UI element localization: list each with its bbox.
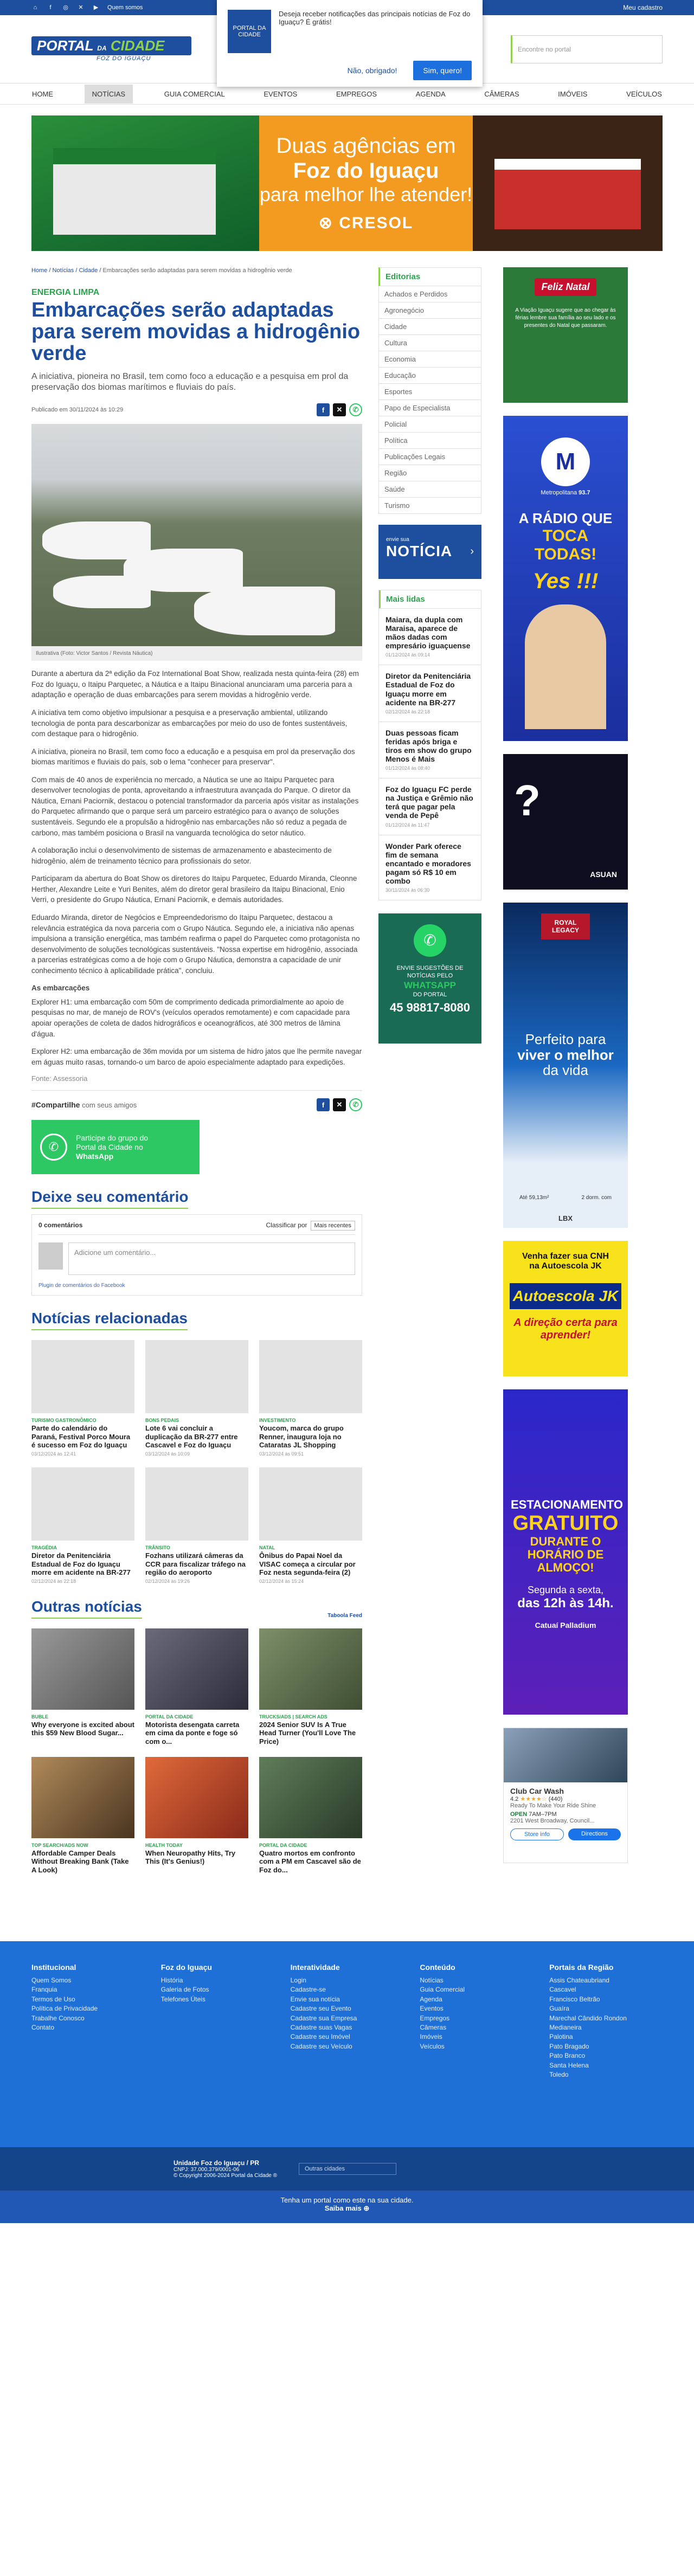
quem-somos-link[interactable]: Quem somos <box>107 4 143 11</box>
nav-agenda[interactable]: AGENDA <box>415 89 446 98</box>
related-card[interactable]: INVESTIMENTO Youcom, marca do grupo Renner, inaugura loja no Cataratas JL Shopping 03/12/2024 às 09:51 <box>259 1340 362 1457</box>
nav-veiculos[interactable]: VEÍCULOS <box>626 89 662 98</box>
related-card[interactable]: TRAGÉDIA Diretor da Penitenciária Estadual de Foz do Iguaçu morre em acidente na BR-277 02/12/2024 às 22:18 <box>31 1467 134 1584</box>
editoria-item[interactable]: Policial <box>378 416 481 433</box>
article-photo <box>31 424 362 646</box>
photo-caption: Ilustrativa (Foto: Victor Santos / Revista Náutica) <box>31 646 362 661</box>
whatsapp-phone: 45 98817-8080 <box>389 1000 471 1014</box>
share-row: #Compartilhe com seus amigos f ✕ ✆ <box>31 1098 362 1111</box>
meu-cadastro-link[interactable]: Meu cadastro <box>623 4 663 11</box>
article-body: Durante a abertura da 2ª edição da Foz International Boat Show, realizada nesta quinta-feira (28) em Foz do Iguaçu, o Itaipu Parquetec, a Náutica e a Itaipu Binacional anunciaram uma parceria para a adaptação e operação de duas embarcações para serem movidas a hidrogênio verde. A iniciativa tem como objetivo impulsionar a pesquisa e a preservação ambiental, utilizando tecnologia de ponta para descarbonizar as embarcações por meio do uso de fontes sustentáveis, com destaque para o hidrogênio. A iniciativa, pioneira no Brasil, tem como foco a educação e a pesquisa em prol da preservação dos biomas marítimos e fluviais do país, sob o lema "conhecer para preservar". Com mais de 40 anos de experiência no mercado, a Náutica se une ao Itaipu Parquetec para desenvolver tecnologias de ponta, aproveitando a infraestrutura avançada do Parque. O diretor da Náutica, Ernani Paciornik, destacou o potencial transformador da parceria após visitar as instalações do Parquetec afirmando que o parque será um parceiro estratégico para o avanço de soluções sustentáveis. Segundo ele a propulsão a hidrogênio nas embarcações não só reduz a pegada de carbono, mas também posiciona o Brasil na vanguarda tecnológica do setor náutico. A colaboração inclui o desenvolvimento de sistemas de armazenamento e abastecimento de hidrogênio, além de treinamento técnico para profissionais do setor. Participaram da abertura do Boat Show os diretores do Itaipu Parquetec, Eduardo Miranda, Cleonne Herther, Alexandre Leite e Yuri Benites, além do diretor geral brasileiro da Itaipu Binacional, Enio Verri, o presidente do Grupo Náutica, Ernani Paciornik, e demais autoridades. Eduardo Miranda, diretor de Negócios e Empreendedorismo do Itaipu Parquetec, destacou a relevância estratégica da nova parceria com o Grupo Náutica. Segundo ele, a iniciativa não apenas impulsiona a transição energética, mas também reafirma o papel do Parquetec como protagonista no desenvolvimento de soluções tecnológicas sustentáveis. "Nossa expertise em hidrogênio, associada a parcerias estratégicas como a de hoje com o Grupo Náutica, demonstra a capacidade de unir conhecimento técnico à aplicabilidade prática", concluiu. As embarcações Explorer H1: uma embarcação com 50m de comprimento dedicada primordialmente ao apoio de pesquisas no mar, de manejo de ROV's (veículos operados remotamente) e com capacidade para apoiar operações de coleta de dados hidrográficos e oceanográficos, até 300 metros de lâmina d'água. Explorer H2: uma embarcação de 36m movida por um sistema de hidro jatos que lhe permite navegar em águas muito rasas, tornando-o um barco de apoio especialmente adaptado para expedições. <box>31 669 362 1066</box>
top-icons <box>31 4 143 11</box>
outras-cidades-select[interactable]: Outras cidades <box>299 2163 396 2175</box>
editoria-item[interactable]: Agronegócio <box>378 302 481 319</box>
outras-card[interactable]: TOP SEARCH/ADS NOW Affordable Camper Deals Without Breaking Bank (Take A Look) <box>31 1757 134 1875</box>
header <box>0 10 694 83</box>
editoria-item[interactable]: Esportes <box>378 384 481 400</box>
facebook-share-icon[interactable]: f <box>317 403 330 416</box>
star-rating: ★★★★☆ <box>520 1796 547 1802</box>
editorias-title: Editorias <box>378 267 481 286</box>
car-wash-photo <box>504 1728 627 1782</box>
avatar <box>38 1242 63 1270</box>
editoria-item[interactable]: Cultura <box>378 335 481 351</box>
comment-input[interactable]: Adicione um comentário... <box>68 1242 355 1275</box>
related-card[interactable]: NATAL Ônibus do Papai Noel da VISAC começa a circular por Foz nesta segunda-feira (2) 02/12/2024 às 15:24 <box>259 1467 362 1584</box>
youtube-icon[interactable]: ▶ <box>93 4 99 11</box>
outras-grid <box>31 1628 362 1875</box>
outras-card[interactable]: BUBLE Why everyone is excited about this $59 New Blood Sugar... <box>31 1628 134 1746</box>
editoria-item[interactable]: Educação <box>378 368 481 384</box>
lidas-item[interactable]: Wonder Park oferece fim de semana encantado e moradores pagam só R$ 10 em combo 30/11/2024 às 06:30 <box>379 835 481 900</box>
share-buttons <box>317 403 362 416</box>
nav-noticias[interactable]: NOTÍCIAS <box>85 85 133 104</box>
editoria-item[interactable]: Região <box>378 465 481 481</box>
editoria-item[interactable]: Papo de Especialista <box>378 400 481 416</box>
ad-metropolitana[interactable]: M Metropolitana 93.7 A RÁDIO QUE TOCA TODAS! Yes !!! <box>503 416 628 741</box>
cresol-logo: ⊗ CRESOL <box>318 214 414 233</box>
search-input[interactable]: Encontre no portal <box>511 35 663 63</box>
sidebar-ads <box>503 267 628 1876</box>
outras-card[interactable]: PORTAL DA CIDADE Quatro mortos em confronto com a PM em Cascavel são de Foz do... <box>259 1757 362 1875</box>
notification-popup <box>217 0 483 87</box>
crumb-noticias[interactable]: Notícias <box>52 267 74 274</box>
envie-noticia-button[interactable]: envie sua NOTÍCIA › <box>378 525 481 579</box>
related-card[interactable]: TRÂNSITO Fozhans utilizará câmeras da CCR para fiscalizar tráfego na região do aeroporto 02/12/2024 às 19:26 <box>145 1467 248 1584</box>
x-share-icon[interactable]: ✕ <box>333 403 346 416</box>
saiba-mais-link[interactable]: Saiba mais ⊕ <box>324 2204 370 2212</box>
whatsapp-share-icon[interactable]: ✆ <box>349 1098 362 1111</box>
ad-car-wash[interactable]: Club Car Wash 4.2 ★★★★☆ (440) Ready To Make Your Ride Shine OPEN 7AM–7PM 2201 West Broadway, Council... Store info Directions <box>503 1728 628 1863</box>
outras-card[interactable]: TRUCKS/ADS | SEARCH ADS 2024 Senior SUV Is A True Head Turner (You'll Love The Price) <box>259 1628 362 1746</box>
footer-bottom: Tenha um portal como este na sua cidade. Saiba mais ⊕ <box>0 2191 694 2223</box>
outras-card[interactable]: PORTAL DA CIDADE Motorista desengata carreta em cima da ponte e foge só com o... <box>145 1628 248 1746</box>
banner-photo-left <box>31 115 259 251</box>
ad-autoescola[interactable]: Venha fazer sua CNH na Autoescola JK Autoescola JK A direção certa para aprender! <box>503 1241 628 1376</box>
comments-title: Deixe seu comentário <box>31 1188 188 1209</box>
lidas-item[interactable]: Foz do Iguaçu FC perde na Justiça e Grêmio não terá que pagar pela venda de Pepê 01/12/2024 às 11:47 <box>379 778 481 834</box>
whatsapp-share-icon[interactable]: ✆ <box>349 403 362 416</box>
store-info-button[interactable]: Store info <box>510 1828 564 1840</box>
editorias-list <box>378 286 481 514</box>
facebook-plugin-note[interactable]: Plugin de comentários do Facebook <box>38 1283 125 1289</box>
crumb-home[interactable]: Home <box>31 267 48 274</box>
footer-bar: Unidade Foz do Iguaçu / PR CNPJ: 37.000.379/0001-06 © Copyright 2006-2024 Portal da Cidade ® Outras cidades <box>0 2147 694 2191</box>
twitter-icon[interactable]: ✕ <box>78 4 83 11</box>
footer-col-portais: Portais da Região Assis Chateaubriand Cascavel Francisco Beltrão Guaíra Marechal Cândido Rondon Medianeira Palotina Pato Bragado Pato Branco Santa Helena Toledo <box>549 1963 627 2078</box>
related-card[interactable]: BONS PEDAIS Lote 6 vai concluir a duplicação da BR-277 entre Cascavel e Foz do Iguaçu 03/12/2024 às 10:09 <box>145 1340 248 1457</box>
sidebar-middle <box>378 267 481 1876</box>
metropolitana-logo: M <box>541 437 590 486</box>
outras-title: Outras notícias <box>31 1598 142 1619</box>
lidas-item[interactable]: Duas pessoas ficam feridas após briga e tiros em show do grupo Menos é Mais 01/12/2024 às 08:40 <box>379 722 481 778</box>
nav-guia[interactable]: GUIA COMERCIAL <box>164 89 225 98</box>
question-icon: ? <box>514 776 541 825</box>
footer-col-institucional: Institucional Quem Somos Franquia Termos de Uso Política de Privacidade Trabalhe Conosco Contato <box>31 1963 98 2031</box>
published-date: Publicado em 30/11/2024 às 10:29 <box>31 407 124 414</box>
outras-card[interactable]: HEALTH TODAY When Neuropathy Hits, Try This (It's Genius!) <box>145 1757 248 1875</box>
subheading: As embarcações <box>31 984 90 993</box>
facebook-share-icon[interactable]: f <box>317 1098 330 1111</box>
footer-col-interatividade: Interatividade Login Cadastre-se Envie sua notícia Cadastre seu Evento Cadastre sua Empresa Cadastre suas Vagas Cadastre seu Imóvel Cadastre seu Veículo <box>290 1963 357 2050</box>
nav-home[interactable]: HOME <box>32 89 53 98</box>
whatsapp-suggestion-box[interactable]: ✆ ENVIE SUGESTÕES DE NOTÍCIAS PELO WHATSAPP DO PORTAL 45 98817-8080 <box>378 913 481 1044</box>
popup-text: Deseja receber notificações das principais notícias de Foz do Iguaçu? É grátis! <box>279 10 471 26</box>
facebook-icon[interactable]: f <box>49 4 52 11</box>
nav-cameras[interactable]: CÂMERAS <box>484 89 519 98</box>
lidas-item[interactable]: Maiara, da dupla com Maraisa, aparece de mãos dadas com empresário iguaçuense 01/12/2024 às 09:14 <box>379 608 481 665</box>
nav-imoveis[interactable]: IMÓVEIS <box>558 89 588 98</box>
ad-viacao-natal[interactable]: Feliz Natal A Viação Iguaçu sugere que ao chegar às férias lembre sua família ao seu lado e os presentes do Natal que passaram. <box>503 267 628 403</box>
crumb-cidade[interactable]: Cidade <box>79 267 98 274</box>
lidas-item[interactable]: Diretor da Penitenciária Estadual de Foz do Iguaçu morre em acidente na BR-277 02/12/2024 às 22:18 <box>379 665 481 721</box>
nav-empregos[interactable]: EMPREGOS <box>336 89 377 98</box>
whatsapp-icon: ✆ <box>414 924 446 957</box>
site-logo[interactable]: PORTAL DA CIDADE FOZ DO IGUAÇU <box>31 34 191 64</box>
ad-catuai[interactable]: ESTACIONAMENTO GRATUITO DURANTE O HORÁRIO DE ALMOÇO! Segunda a sexta, das 12h às 14h. Catuaí Palladium <box>503 1389 628 1715</box>
popup-yes-button[interactable]: Sim, quero! <box>413 61 472 80</box>
popup-no-button[interactable]: Não, obrigado! <box>347 66 397 75</box>
woman-image <box>525 604 606 729</box>
banner-photo-right <box>473 115 663 251</box>
editoria-item[interactable]: Economia <box>378 351 481 368</box>
directions-button[interactable]: Directions <box>568 1828 621 1840</box>
footer-col-conteudo: Conteúdo Notícias Guia Comercial Agenda Eventos Empregos Câmeras Imóveis Veículos <box>420 1963 465 2050</box>
article-source: Fonte: Assessoria <box>31 1074 362 1091</box>
ad-asuan[interactable]: ? ASUAN <box>503 754 628 890</box>
footer-col-foz: Foz do Iguaçu História Galeria de Fotos Telefones Úteis <box>160 1963 212 2003</box>
chevron-right-icon: › <box>470 545 474 557</box>
instagram-icon[interactable]: ◎ <box>63 4 68 11</box>
editoria-item[interactable]: Saúde <box>378 481 481 498</box>
article-column <box>31 267 362 1876</box>
sort-select[interactable]: Mais recentes <box>311 1221 355 1231</box>
comments-box: 0 comentários Classificar por Mais recentes Adicione um comentário... Plugin de comentários do Facebook <box>31 1214 362 1296</box>
home-icon[interactable]: ⌂ <box>33 4 37 11</box>
footer <box>0 1941 694 2147</box>
portal-logo-icon: PORTAL DA CIDADE <box>228 10 271 53</box>
related-title: Notícias relacionadas <box>31 1310 188 1330</box>
mais-lidas: Mais lidas Maiara, da dupla com Maraisa, aparece de mãos dadas com empresário iguaçuense 01/12/2024 às 09:14 Diretor da Penitenciária Estadual de Foz do Iguaçu morre em acidente na BR-277 02/12/2024 às 22:18 Duas pessoas ficam feridas após briga e tiros em show do grupo Menos é Mais 01/12/2024 às 08:40 Foz do Iguaçu FC perde na Justiça e Grêmio não terá que pagar pela venda de Pepê 01/12/2024 às 11:47 Wonder Park oferece fim de semana encantado e moradores pagam só R$ 10 em combo 30/11/2024 às 06:30 <box>378 590 481 900</box>
editoria-item[interactable]: Turismo <box>378 498 481 514</box>
taboola-logo[interactable]: Taboola Feed <box>327 1612 362 1619</box>
nav-eventos[interactable]: EVENTOS <box>264 89 298 98</box>
editoria-item[interactable]: Achados e Perdidos <box>378 286 481 302</box>
crumb-current: Embarcações serão adaptadas para serem movidas a hidrogênio verde <box>102 267 292 274</box>
editoria-item[interactable]: Política <box>378 433 481 449</box>
breadcrumb: Home / Notícias / Cidade / Embarcações serão adaptadas para serem movidas a hidrogênio verde <box>31 267 292 274</box>
related-card[interactable]: TURISMO GASTRONÔMICO Parte do calendário do Paraná, Festival Porco Moura é sucesso em Foz do Iguaçu 03/12/2024 às 12:41 <box>31 1340 134 1457</box>
whatsapp-group-cta[interactable]: ✆ Participe do grupo do Portal da Cidade no WhatsApp <box>31 1120 200 1174</box>
article-lead: A iniciativa, pioneira no Brasil, tem como foco a educação e a pesquisa em prol da preservação dos biomas marítimos e fluviais do país. <box>31 371 349 392</box>
article-kicker: ENERGIA LIMPA <box>31 288 100 297</box>
related-grid <box>31 1340 362 1584</box>
whatsapp-icon: ✆ <box>40 1134 67 1161</box>
content-wrap <box>0 267 694 1876</box>
ad-royal-legacy[interactable]: ROYAL LEGACY Perfeito para viver o melhor da vida Até 59,13m² 2 dorm. com LBX <box>503 903 628 1228</box>
editoria-item[interactable]: Cidade <box>378 319 481 335</box>
editoria-item[interactable]: Publicações Legais <box>378 449 481 465</box>
top-banner-ad[interactable]: Duas agências em Foz do Iguaçu para melhor lhe atender! ⊗ CRESOL <box>31 115 663 251</box>
x-share-icon[interactable]: ✕ <box>333 1098 346 1111</box>
article-title: Embarcações serão adaptadas para serem movidas a hidrogênio verde <box>31 299 361 365</box>
